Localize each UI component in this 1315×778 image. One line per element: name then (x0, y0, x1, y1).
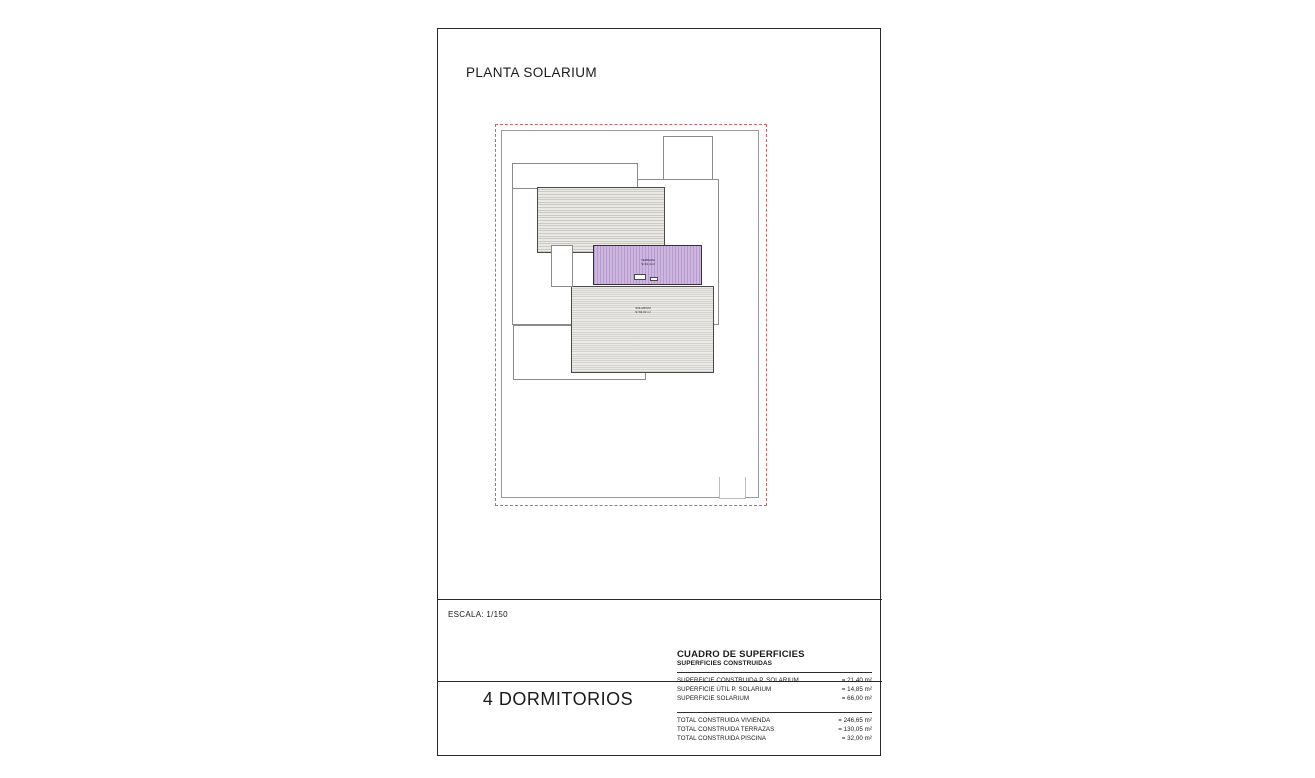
divider-scale (438, 599, 882, 600)
terrace-label (613, 259, 683, 266)
table-row (677, 725, 872, 734)
surfaces-title: CUADRO DE SUPERFICIES (677, 649, 805, 660)
surface-value: = 32,00 m² (841, 735, 872, 743)
table-row (677, 676, 872, 685)
table-row (677, 734, 872, 743)
solarium-area (571, 286, 714, 373)
surface-label: TOTAL CONSTRUIDA TERRAZAS (677, 725, 775, 733)
surfaces-table (677, 649, 872, 743)
table-row (677, 685, 872, 694)
solarium-name: SOLARIUM (635, 306, 651, 310)
drawing-sheet (437, 28, 881, 756)
surface-label: TOTAL CONSTRUIDA VIVIENDA (677, 716, 771, 724)
surface-label: SUPERFICIE SOLARIUM (677, 695, 750, 703)
solarium-label (608, 307, 678, 314)
bedrooms-label: 4 DORMITORIOS (482, 689, 634, 709)
page-title: PLANTA SOLARIUM (466, 65, 598, 80)
access-platform (719, 477, 746, 499)
surface-value: = 66,00 m² (841, 695, 872, 703)
terrace-fixture-2 (650, 277, 658, 281)
upper-strip (512, 163, 638, 189)
terrace-fixture-1 (634, 274, 646, 280)
surface-label: SUPERFICIE CONSTRUIDA P. SOLARIUM (677, 677, 799, 684)
surface-label: SUPERFICIE ÚTIL P. SOLARIUM (677, 686, 772, 694)
surface-label: TOTAL CONSTRUIDA PISCINA (677, 735, 767, 743)
surfaces-subtitle: SUPERFICIES CONSTRUIDAS (677, 660, 773, 667)
surface-value: = 21,40 m² (841, 677, 872, 684)
surfaces-divider-top (677, 672, 872, 673)
surface-value: = 130,05 m² (838, 725, 872, 733)
table-row (677, 716, 872, 725)
terrace-name: TERRAZA (641, 258, 655, 262)
solarium-area: S=66,00 m² (635, 309, 651, 314)
left-notch-wall (551, 245, 573, 287)
terrace-area: S=13,4 m² (641, 261, 655, 266)
roof-slab-upper (537, 187, 665, 253)
surface-value: = 246,65 m² (838, 716, 872, 724)
floor-plan-drawing (438, 29, 882, 599)
surfaces-divider-middle (677, 712, 872, 713)
surface-value: = 14,85 m² (841, 686, 872, 694)
table-row (677, 694, 872, 703)
scale-label: ESCALA: 1/150 (448, 610, 508, 619)
